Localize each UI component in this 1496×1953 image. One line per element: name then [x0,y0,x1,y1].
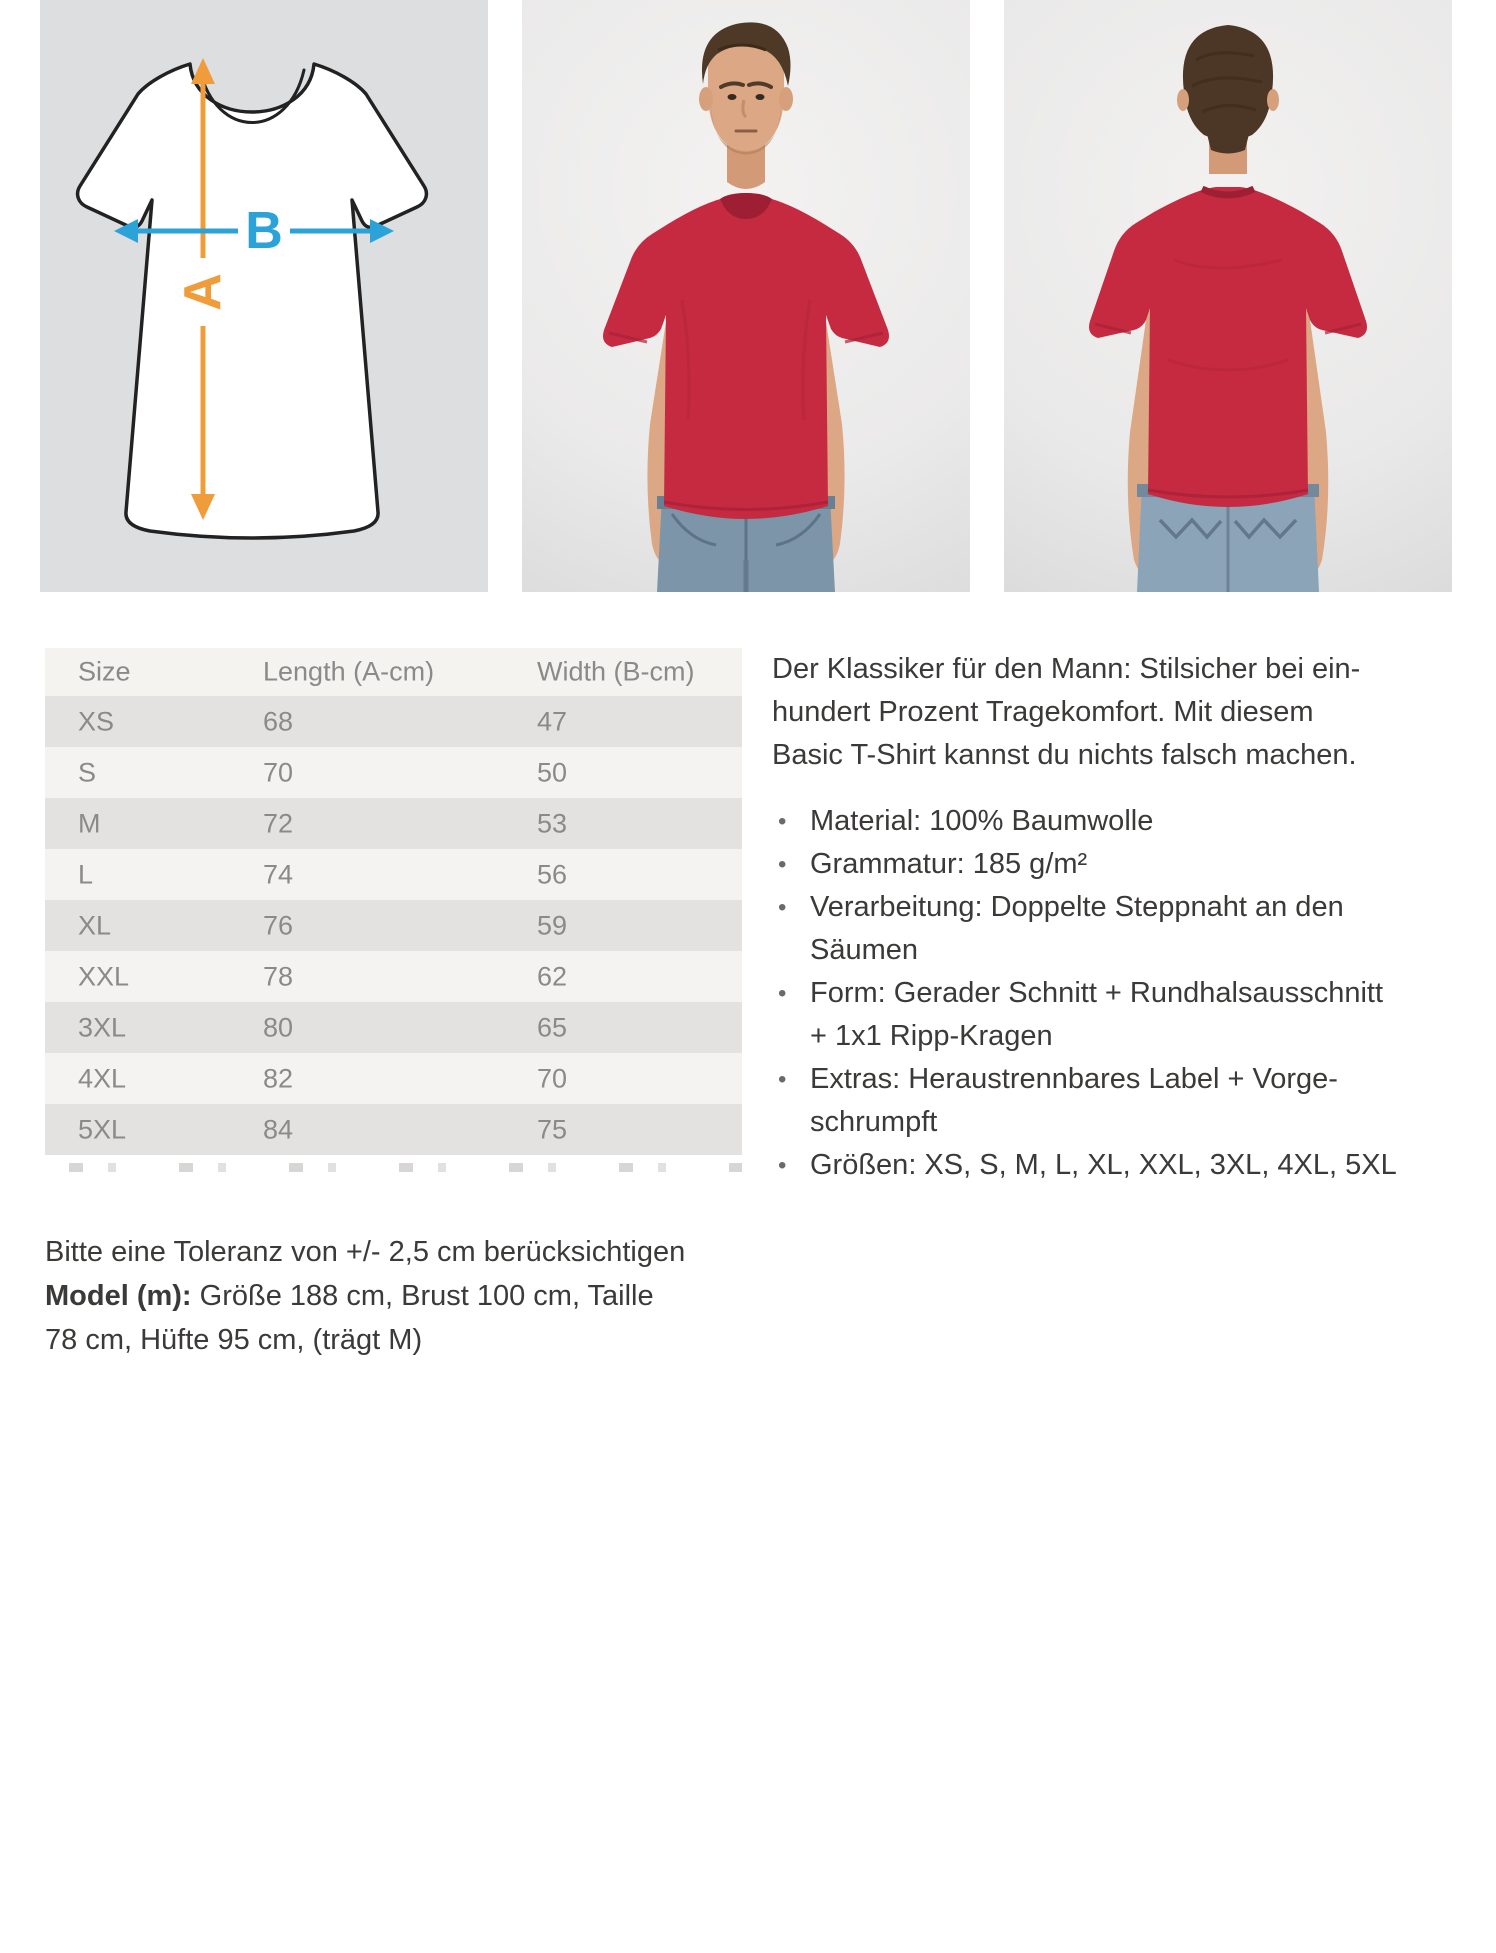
length-cell: 80 [263,1012,294,1042]
size-cell: XL [78,910,112,940]
feature-text: Größen: XS, S, M, L, XL, XXL, 3XL, 4XL, 5XL [810,1149,1397,1181]
model-label: Model (m): [45,1280,192,1312]
header-length: Length (A-cm) [263,656,435,687]
header-width: Width (B-cm) [537,656,695,687]
width-cell: 50 [537,757,568,787]
size-row-m [45,798,742,849]
size-chart-table [45,648,742,1155]
length-cell: 76 [263,910,294,940]
size-row-xxl [45,951,742,1002]
length-cell: 68 [263,706,294,736]
feature-list [772,800,1462,1187]
description-intro-line: Basic T-Shirt kannst du nichts falsch machen. [772,739,1357,771]
clipped-table-row [45,1163,742,1172]
feature-text: Verarbeitung: Doppelte Steppnaht an den [810,891,1344,923]
feature-item-grammatur [772,843,1462,886]
size-cell: S [78,757,97,787]
header-size: Size [78,656,131,687]
width-cell: 65 [537,1012,568,1042]
size-cell: XXL [78,961,130,991]
width-cell: 70 [537,1063,568,1093]
feature-text: Form: Gerader Schnitt + Rundhalsausschnitt [810,977,1384,1009]
model-back-photo [1004,0,1452,592]
size-row-4xl [45,1053,742,1104]
feature-text: Extras: Heraustrennbares Label + Vorge- [810,1063,1338,1095]
feature-item-form [772,972,1462,1058]
model-front-photo [522,0,970,592]
size-diagram-image [40,0,488,592]
width-cell: 47 [537,706,568,736]
length-cell: 70 [263,757,294,787]
size-row-xs [45,696,742,747]
width-cell: 75 [537,1114,568,1144]
description-intro-line: Der Klassiker für den Mann: Stilsicher bei ein- [772,653,1361,685]
length-cell: 82 [263,1063,294,1093]
length-cell: 84 [263,1114,294,1144]
bullet-icon: • [778,894,787,921]
width-cell: 62 [537,961,568,991]
model-back-figure [1004,0,1452,592]
measure-label-b: B [245,202,283,260]
feature-text: Grammatur: 185 g/m² [810,848,1088,880]
description-intro-line: hundert Prozent Tragekomfort. Mit diesem [772,696,1314,728]
size-row-3xl [45,1002,742,1053]
model-measurements-line: 78 cm, Hüfte 95 cm, (trägt M) [45,1324,423,1356]
length-cell: 78 [263,961,294,991]
size-cell: 4XL [78,1063,127,1093]
feature-text: schrumpft [810,1106,938,1138]
feature-item-verarbeitung [772,886,1462,972]
model-measurements: Größe 188 cm, Brust 100 cm, Taille [191,1280,654,1312]
size-cell: 5XL [78,1114,127,1144]
feature-item-material [772,800,1462,843]
width-cell: 56 [537,859,568,889]
size-cell: 3XL [78,1012,127,1042]
width-cell: 59 [537,910,568,940]
size-row-l [45,849,742,900]
bullet-icon: • [778,808,787,835]
model-measurements-line [45,1274,685,1318]
feature-item-groessen [772,1144,1462,1187]
product-description [772,648,1462,1187]
measure-label-a: A [174,273,232,311]
size-cell: XS [78,706,115,736]
tshirt-measure-diagram [40,0,488,592]
feature-text: Säumen [810,934,919,966]
width-cell: 53 [537,808,568,838]
size-cell: L [78,859,94,889]
feature-item-extras [772,1058,1462,1144]
bullet-icon: • [778,980,787,1007]
tolerance-note: Bitte eine Toleranz von +/- 2,5 cm berücksichtigen [45,1236,686,1268]
length-cell: 72 [263,808,294,838]
feature-text: + 1x1 Ripp-Kragen [810,1020,1053,1052]
bullet-icon: • [778,1152,787,1179]
feature-text: Material: 100% Baumwolle [810,805,1154,837]
measurement-notes [45,1230,685,1362]
length-cell: 74 [263,859,294,889]
bullet-icon: • [778,1066,787,1093]
size-row-5xl [45,1104,742,1155]
size-cell: M [78,808,101,838]
size-row-xl [45,900,742,951]
bullet-icon: • [778,851,787,878]
size-row-s [45,747,742,798]
model-front-figure [522,0,970,592]
tshirt-outline [78,64,427,538]
size-table-header-row [45,648,742,696]
